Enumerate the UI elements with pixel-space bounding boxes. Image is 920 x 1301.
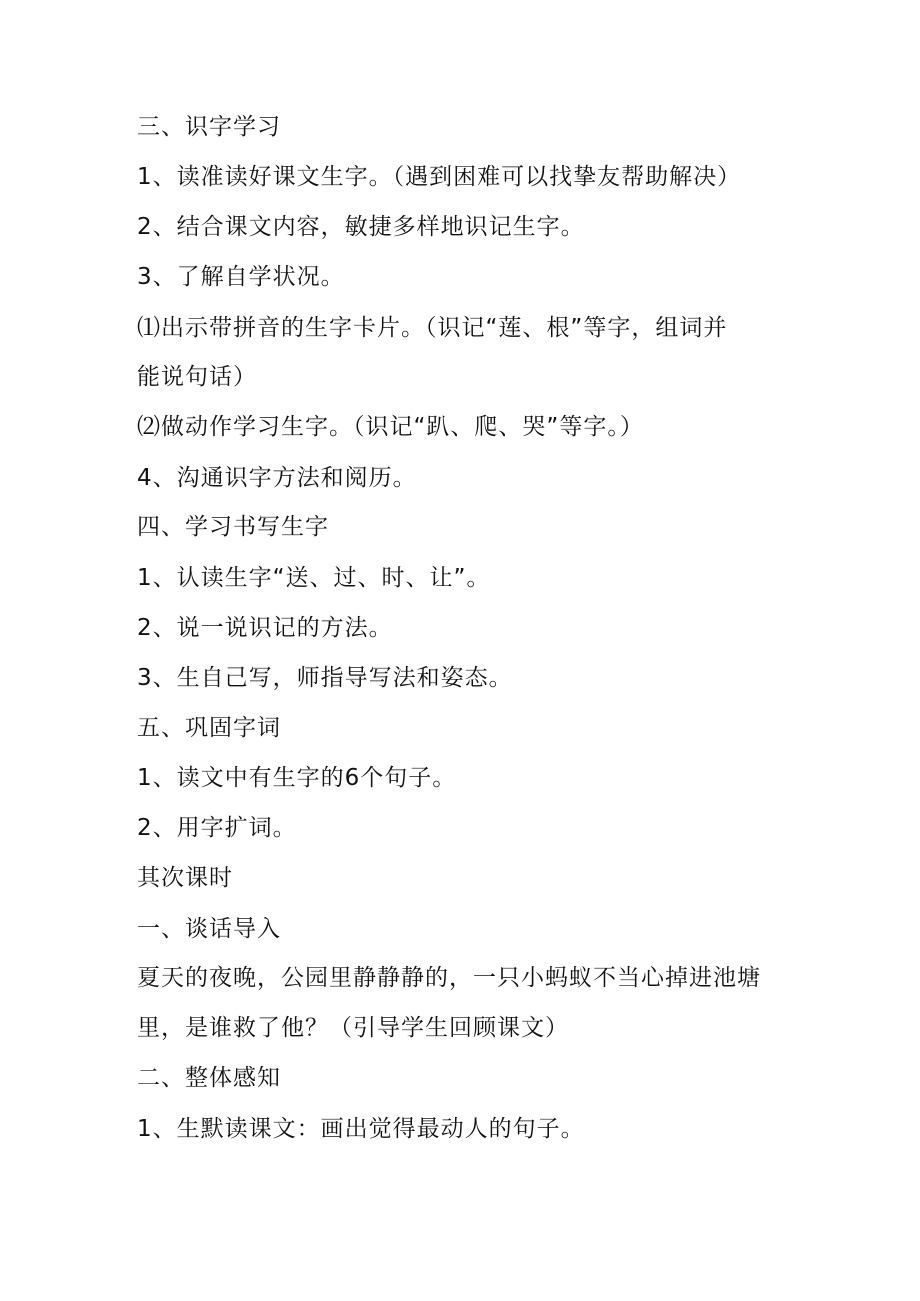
text-line: ⑵做动作学习生字。（识记“趴、爬、哭”等字。） bbox=[137, 414, 644, 440]
section-heading: 三、识字学习 bbox=[137, 114, 281, 140]
text-line: 1、认读生字“送、过、时、让”。 bbox=[137, 565, 491, 591]
section-heading: 一、谈话导入 bbox=[137, 916, 281, 942]
text-line: 3、生自己写，师指导写法和姿态。 bbox=[137, 665, 513, 691]
text-line: 夏天的夜晚，公园里静静静的，一只小蚂蚁不当心掉进池塘 bbox=[137, 965, 761, 991]
text-line: 能说句话） bbox=[137, 364, 257, 390]
text-line: 1、读准读好课文生字。（遇到困难可以找挚友帮助解决） bbox=[137, 164, 742, 190]
text-line: 2、用字扩词。 bbox=[137, 815, 297, 841]
text-line: 3、了解自学状况。 bbox=[137, 264, 345, 290]
text-line: 1、生默读课文：画出觉得最动人的句子。 bbox=[137, 1116, 585, 1142]
text-line: 1、读文中有生字的6个句子。 bbox=[137, 765, 457, 791]
text-line: 2、结合课文内容，敏捷多样地识记生字。 bbox=[137, 214, 585, 240]
text-line: 4、沟通识字方法和阅历。 bbox=[137, 465, 417, 491]
text-line: 里，是谁救了他？（引导学生回顾课文） bbox=[137, 1015, 569, 1041]
section-heading: 其次课时 bbox=[137, 865, 233, 891]
section-heading: 二、整体感知 bbox=[137, 1065, 281, 1091]
text-line: ⑴出示带拼音的生字卡片。（识记“莲、根”等字，组词并 bbox=[137, 315, 728, 341]
text-line: 2、说一说识记的方法。 bbox=[137, 615, 393, 641]
section-heading: 五、巩固字词 bbox=[137, 715, 281, 741]
section-heading: 四、学习书写生字 bbox=[137, 514, 329, 540]
